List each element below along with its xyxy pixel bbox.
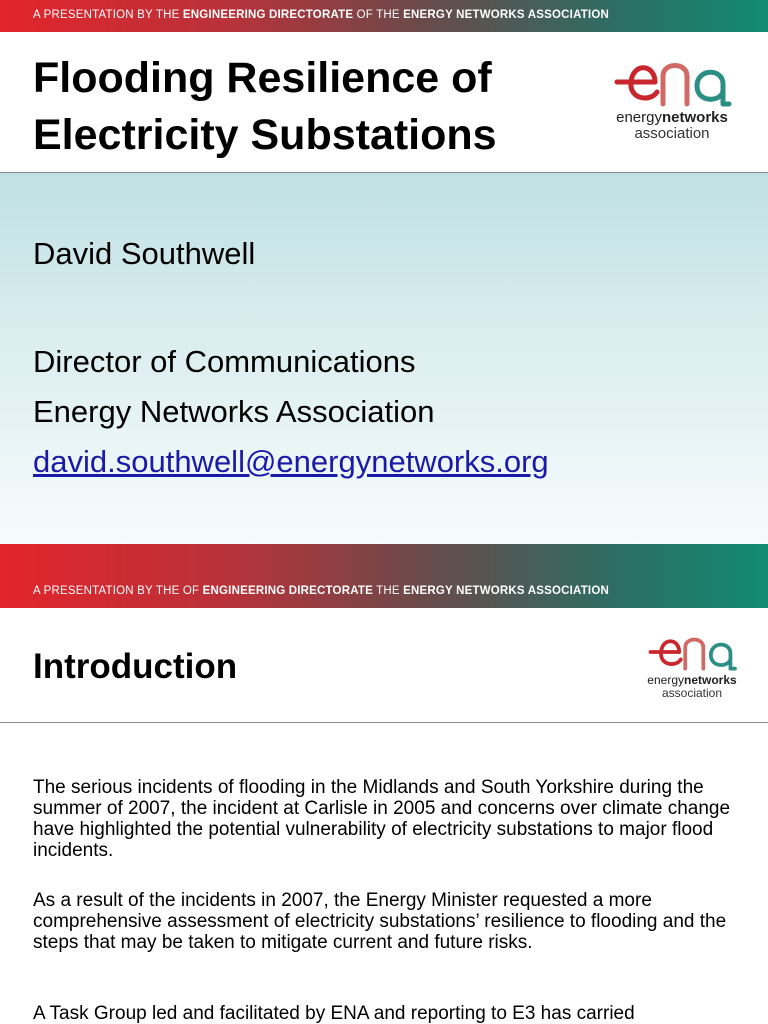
middle-banner [0,544,768,608]
title-divider [0,722,768,723]
ena-logo-icon [611,54,733,110]
logo-wordmark: energynetworks [616,109,728,126]
slide-title: Flooding Resilience of Electricity Substations [33,54,497,159]
logo-subline: association [661,686,723,700]
ena-logo-icon [646,630,738,674]
logo-subline: association [634,125,710,142]
intro-paragraph-2: As a result of the incidents in 2007, the Energy Minister requested a more comprehensive assessment of electricity substations’ resilience to flooding and the steps that may be taken to mitigate current and future risks. [33,890,727,953]
presenter-name: David Southwell [33,236,256,271]
intro-paragraph-3: A Task Group led and facilitated by ENA and reporting to E3 has carried [33,1003,635,1024]
presenter-email-link[interactable]: david.southwell@energynetworks.org [33,444,549,479]
middle-banner-text: A PRESENTATION BY THE OF ENGINEERING DIRECTORATE THE ENERGY NETWORKS ASSOCIATION [33,585,609,597]
ena-logo-small [636,630,748,700]
slide-title-introduction: Introduction [33,647,238,686]
presenter-org: Energy Networks Association [33,394,435,429]
intro-paragraph-1: The serious incidents of flooding in the Midlands and South Yorkshire during the summer of 2007, the incident at Carlisle in 2005 and concerns over climate change have highlighted the potential vulnerability of electricity substations to major flood incidents. [33,777,731,861]
ena-logo [597,54,747,142]
presenter-role: Director of Communications [33,344,416,379]
logo-wordmark: energynetworks [647,673,737,687]
top-banner-text: A PRESENTATION BY THE ENGINEERING DIRECTORATE OF THE ENERGY NETWORKS ASSOCIATION [33,9,609,21]
